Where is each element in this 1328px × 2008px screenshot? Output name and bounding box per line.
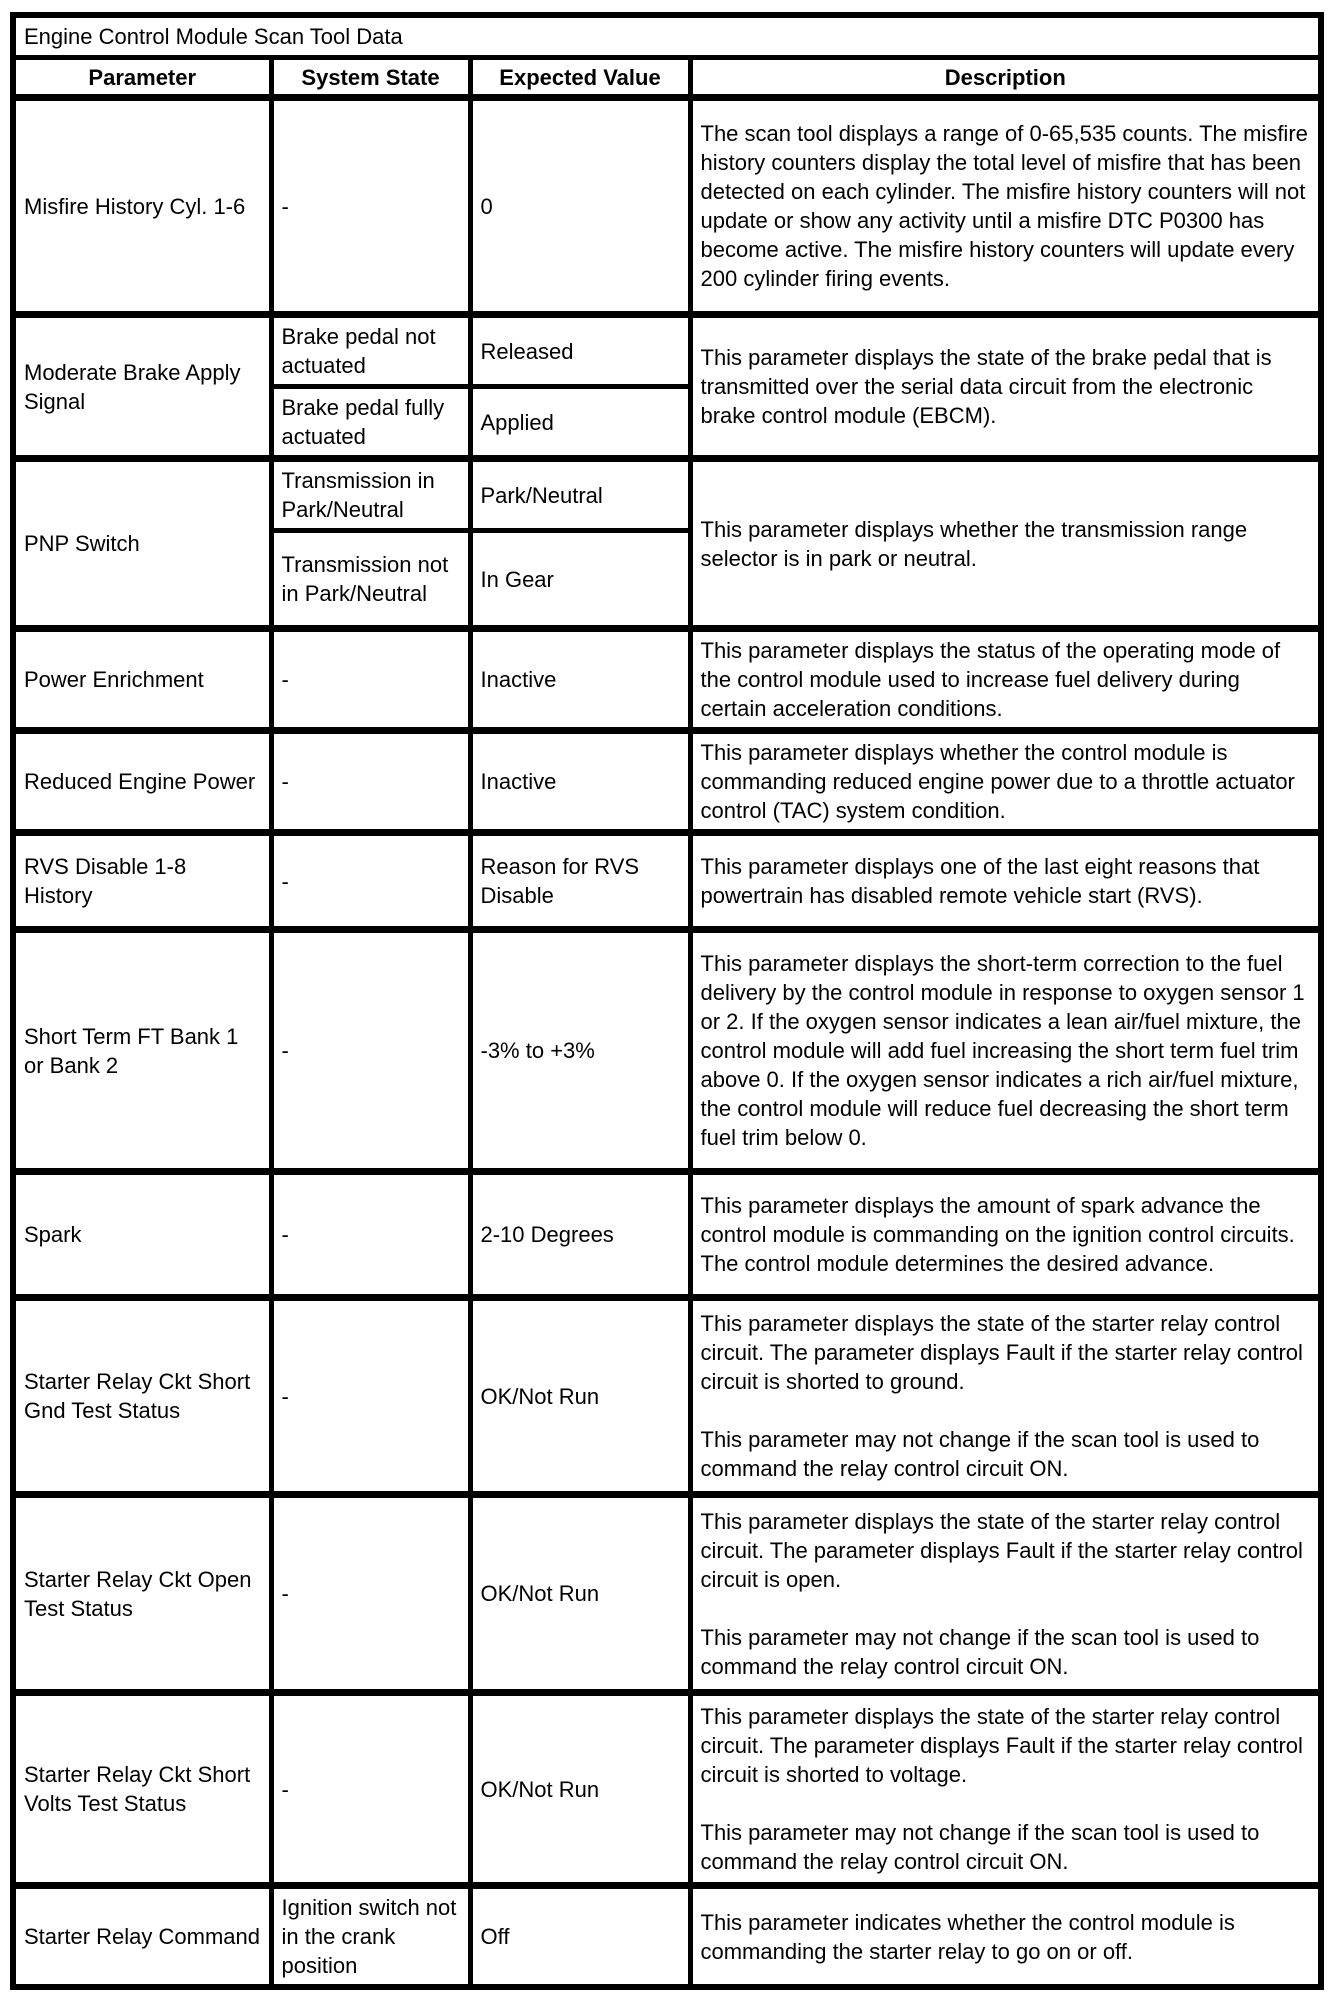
system-state-cell: - [271, 98, 470, 315]
parameter-cell: Starter Relay Ckt Short Gnd Test Status [13, 1298, 271, 1495]
table-row [13, 1495, 1321, 1693]
expected-value-cell: Inactive [470, 731, 690, 833]
description-paragraph: This parameter displays whether the transmission range selector is in park or neutral. [700, 516, 1248, 571]
expected-value-cell: Park/Neutral [470, 459, 690, 531]
description-cell [690, 731, 1321, 833]
description-paragraph: This parameter displays the state of the starter relay control circuit. The parameter displays Fault if the starter relay control circuit is shorted to voltage. [700, 1704, 1303, 1787]
parameter-cell: RVS Disable 1-8 History [13, 833, 271, 930]
table-row [13, 1693, 1321, 1886]
table-row [13, 629, 1321, 731]
expected-value-cell: Reason for RVS Disable [470, 833, 690, 930]
description-cell [690, 629, 1321, 731]
parameter-cell: Starter Relay Ckt Short Volts Test Status [13, 1693, 271, 1886]
expected-value-cell: Inactive [470, 629, 690, 731]
description-cell [690, 98, 1321, 315]
expected-value-cell: In Gear [470, 531, 690, 629]
table-row [13, 459, 1321, 531]
scan-table-body [13, 98, 1321, 1988]
description-cell [690, 459, 1321, 629]
system-state-cell: - [271, 1298, 470, 1495]
system-state-cell: Brake pedal fully actuated [271, 387, 470, 459]
table-row [13, 1886, 1321, 1988]
system-state-cell: - [271, 1693, 470, 1886]
system-state-cell: - [271, 1172, 470, 1298]
description-paragraph: This parameter displays whether the control module is commanding reduced engine power due to a throttle actuator control (TAC) system condition. [700, 740, 1295, 823]
description-cell [690, 1172, 1321, 1298]
expected-value-cell: 2-10 Degrees [470, 1172, 690, 1298]
expected-value-cell: 0 [470, 98, 690, 315]
parameter-cell: Reduced Engine Power [13, 731, 271, 833]
expected-value-cell: Off [470, 1886, 690, 1988]
column-header-row [13, 58, 1321, 98]
table-row [13, 833, 1321, 930]
col-header-description: Description [690, 58, 1321, 98]
parameter-cell: Starter Relay Command [13, 1886, 271, 1988]
parameter-cell: Short Term FT Bank 1 or Bank 2 [13, 930, 271, 1172]
description-paragraph: This parameter may not change if the scan tool is used to command the relay control circuit ON. [700, 1820, 1260, 1874]
expected-value-cell: OK/Not Run [470, 1495, 690, 1693]
table-title: Engine Control Module Scan Tool Data [13, 15, 1321, 58]
description-cell [690, 930, 1321, 1172]
description-paragraph: This parameter displays the state of the starter relay control circuit. The parameter displays Fault if the starter relay control circuit is open. [700, 1508, 1303, 1592]
description-cell [690, 1886, 1321, 1988]
table-head [13, 15, 1321, 98]
system-state-cell: Transmission not in Park/Neutral [271, 531, 470, 629]
description-paragraph: This parameter may not change if the scan tool is used to command the relay control circuit ON. [700, 1624, 1260, 1679]
description-cell [690, 1693, 1321, 1886]
table-row [13, 98, 1321, 315]
system-state-cell: - [271, 930, 470, 1172]
system-state-cell: Brake pedal not actuated [271, 315, 470, 387]
expected-value-cell: OK/Not Run [470, 1298, 690, 1495]
description-paragraph: This parameter displays the amount of spark advance the control module is commanding on the ignition control circuits. The control module determines the desired advance. [700, 1193, 1295, 1276]
table-row [13, 1298, 1321, 1495]
description-cell [690, 315, 1321, 459]
col-header-parameter: Parameter [13, 58, 271, 98]
table-row [13, 731, 1321, 833]
parameter-cell: Spark [13, 1172, 271, 1298]
expected-value-cell: Released [470, 315, 690, 387]
system-state-cell: - [271, 833, 470, 930]
description-paragraph: This parameter displays the status of the operating mode of the control module used to increase fuel delivery during certain acceleration conditions. [700, 638, 1281, 721]
title-row [13, 15, 1321, 58]
system-state-cell: - [271, 1495, 470, 1693]
expected-value-cell: -3% to +3% [470, 930, 690, 1172]
description-paragraph: This parameter displays the short-term correction to the fuel delivery by the control module in response to oxygen sensor 1 or 2. If the oxygen sensor indicates a lean air/fuel mixture, the control module will add fuel increasing the short term fuel trim above 0. If the oxygen sensor indicates a rich air/fuel mixture, the control module will reduce fuel decreasing the short term fuel trim below 0. [700, 951, 1305, 1150]
description-paragraph: This parameter indicates whether the control module is commanding the starter relay to go on or off. [700, 1909, 1235, 1964]
scan-tool-data-table [10, 12, 1324, 1990]
parameter-cell: Moderate Brake Apply Signal [13, 315, 271, 459]
description-cell [690, 833, 1321, 930]
description-cell [690, 1298, 1321, 1495]
system-state-cell: - [271, 731, 470, 833]
parameter-cell: PNP Switch [13, 459, 271, 629]
col-header-expected-value: Expected Value [470, 58, 690, 98]
parameter-cell: Misfire History Cyl. 1-6 [13, 98, 271, 315]
expected-value-cell: OK/Not Run [470, 1693, 690, 1886]
system-state-cell: - [271, 629, 470, 731]
table-row [13, 315, 1321, 387]
description-paragraph: The scan tool displays a range of 0-65,535 counts. The misfire history counters display the total level of misfire that has been detected on each cylinder. The misfire history counters will not update or show any activity until a misfire DTC P0300 has become active. The misfire history counters will update every 200 cylinder firing events. [700, 121, 1308, 291]
col-header-system-state: System State [271, 58, 470, 98]
system-state-cell: Ignition switch not in the crank position [271, 1886, 470, 1988]
description-paragraph: This parameter displays the state of the brake pedal that is transmitted over the serial data circuit from the electronic brake control module (EBCM). [700, 345, 1272, 428]
parameter-cell: Starter Relay Ckt Open Test Status [13, 1495, 271, 1693]
expected-value-cell: Applied [470, 387, 690, 459]
description-paragraph: This parameter displays one of the last eight reasons that powertrain has disabled remote vehicle start (RVS). [700, 854, 1260, 908]
description-cell [690, 1495, 1321, 1693]
description-paragraph: This parameter may not change if the scan tool is used to command the relay control circuit ON. [700, 1427, 1260, 1481]
system-state-cell: Transmission in Park/Neutral [271, 459, 470, 531]
table-row [13, 930, 1321, 1172]
table-row [13, 1172, 1321, 1298]
parameter-cell: Power Enrichment [13, 629, 271, 731]
description-paragraph: This parameter displays the state of the starter relay control circuit. The parameter displays Fault if the starter relay control circuit is shorted to ground. [700, 1311, 1303, 1394]
